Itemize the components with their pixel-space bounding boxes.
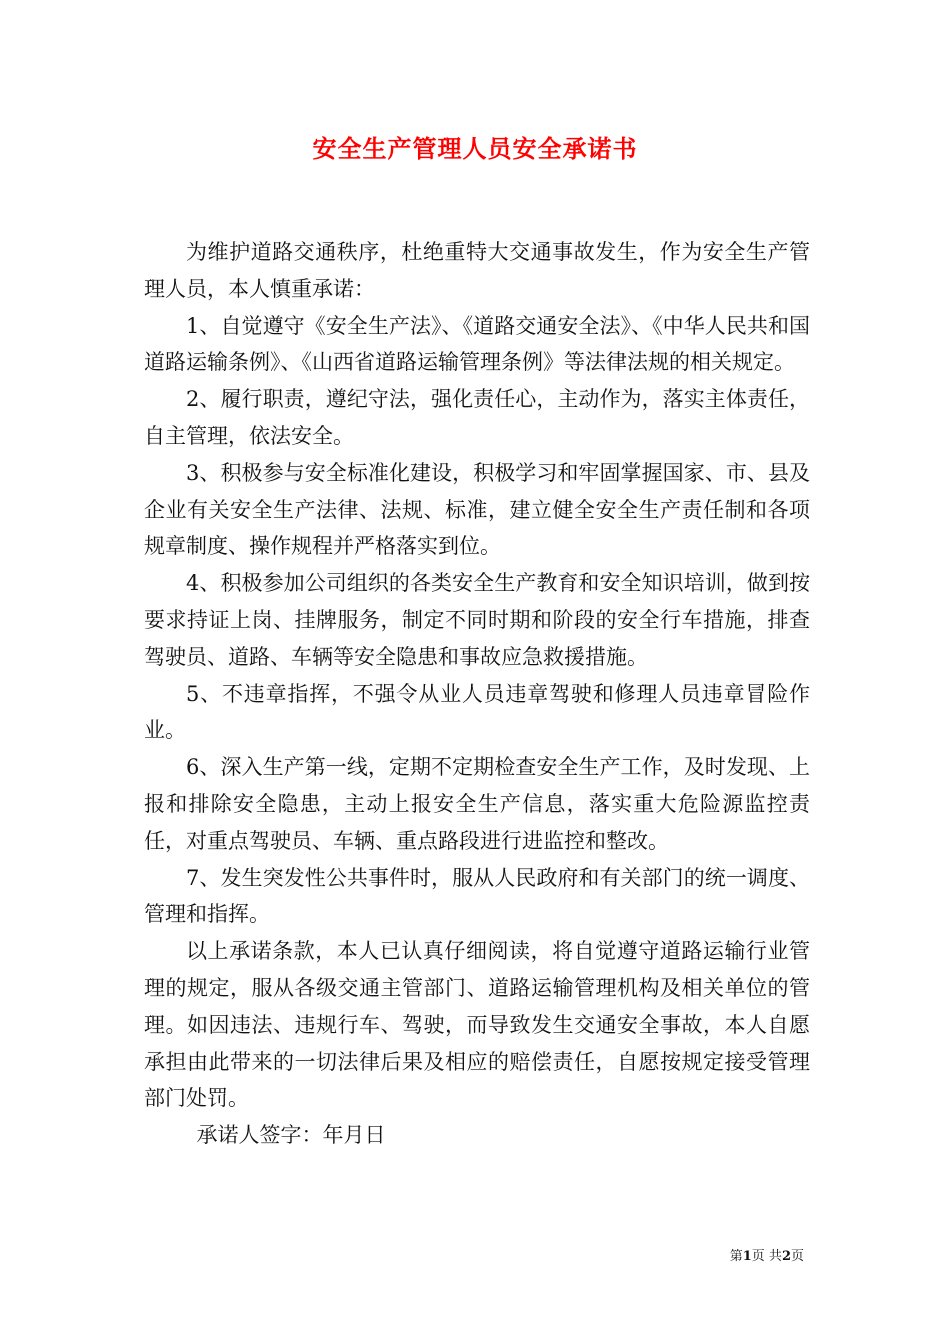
page-number-footer (730, 1247, 804, 1267)
intro-paragraph: 为维护道路交通秩序，杜绝重特大交通事故发生，作为安全生产管理人员，本人慎重承诺： (144, 240, 810, 301)
document-title: 安全生产管理人员安全承诺书 (312, 134, 638, 163)
closing-paragraph: 以上承诺条款，本人已认真仔细阅读，将自觉遵守道路运输行业管理的规定，服从各级交通主管部门、道路运输管理机构及相关单位的管理。如因违法、违规行车、驾驶，而导致发生交通安全事故，本人自愿承担由此带来的一切法律后果及相应的赔偿责任，自愿按规定接受管理部门处罚。 (144, 939, 810, 1111)
commitment-item-1: 1、自觉遵守《安全生产法》、《道路交通安全法》、《中华人民共和国道路运输条例》、《山西省道路运输管理条例》等法律法规的相关规定。 (144, 313, 810, 375)
document-body (144, 234, 810, 1154)
footer-suffix: 页 (790, 1249, 804, 1264)
footer-prefix: 第 (729, 1249, 743, 1264)
current-page-number: 1 (742, 1249, 752, 1264)
commitment-item-5: 5、不违章指挥，不强令从业人员违章驾驶和修理人员违章冒险作业。 (144, 681, 810, 743)
commitment-item-7: 7、发生突发性公共事件时，服从人民政府和有关部门的统一调度、管理和指挥。 (144, 865, 810, 927)
commitment-item-6: 6、深入生产第一线，定期不定期检查安全生产工作，及时发现、上报和排除安全隐患，主动上报安全生产信息，落实重大危险源监控责任，对重点驾驶员、车辆、重点路段进行进监控和整改。 (144, 755, 810, 853)
commitment-item-3: 3、积极参与安全标准化建设，积极学习和牢固掌握国家、市、县及企业有关安全生产法律、法规、标准，建立健全安全生产责任制和各项规章制度、操作规程并严格落实到位。 (144, 460, 810, 559)
commitment-item-2: 2、履行职责，遵纪守法，强化责任心，主动作为，落实主体责任，自主管理，依法安全。 (144, 387, 810, 448)
signature-line: 承诺人签字：年月日 (196, 1123, 386, 1148)
total-pages-number: 2 (781, 1249, 791, 1264)
footer-middle: 页 共 (751, 1249, 782, 1264)
commitment-item-4: 4、积极参加公司组织的各类安全生产教育和安全知识培训，做到按要求持证上岗、挂牌服务，制定不同时期和阶段的安全行车措施，排查驾驶员、道路、车辆等安全隐患和事故应急救援措施。 (144, 571, 810, 669)
